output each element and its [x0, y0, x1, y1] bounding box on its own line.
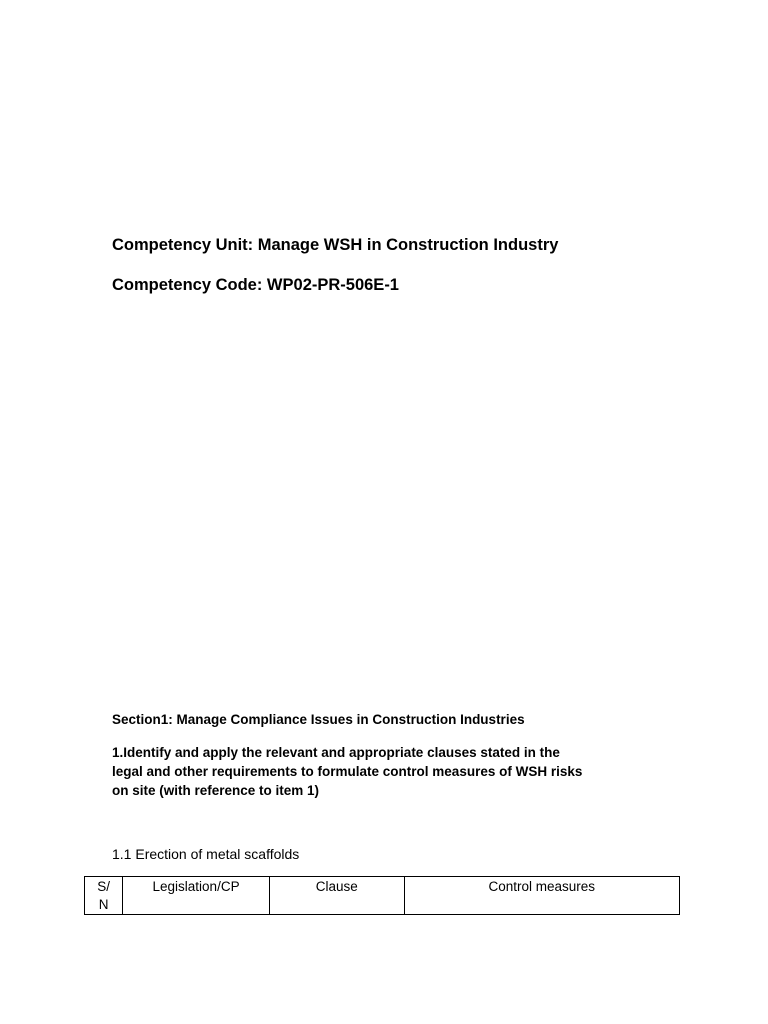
instruction-paragraph	[112, 743, 672, 800]
header-sn-line: N	[98, 897, 109, 912]
competency-code-title: Competency Code: WP02-PR-506E-1	[112, 276, 399, 294]
header-control-measures: Control measures	[404, 877, 679, 915]
instruction-line: legal and other requirements to formulate control measures of WSH risks	[112, 764, 583, 779]
control-measures-table	[84, 876, 680, 915]
instruction-line: 1.Identify and apply the relevant and appropriate clauses stated in the	[112, 745, 560, 760]
section-heading: Section1: Manage Compliance Issues in Construction Industries	[112, 712, 525, 727]
header-sn-line: S/	[97, 879, 110, 894]
instruction-line: on site (with reference to item 1)	[112, 783, 320, 798]
table-header-row	[85, 877, 680, 915]
subsection-title: 1.1 Erection of metal scaffolds	[112, 846, 300, 862]
header-legislation: Legislation/CP	[123, 877, 270, 915]
header-clause: Clause	[269, 877, 404, 915]
header-sn	[85, 877, 123, 915]
competency-unit-title: Competency Unit: Manage WSH in Construction Industry	[112, 236, 559, 254]
